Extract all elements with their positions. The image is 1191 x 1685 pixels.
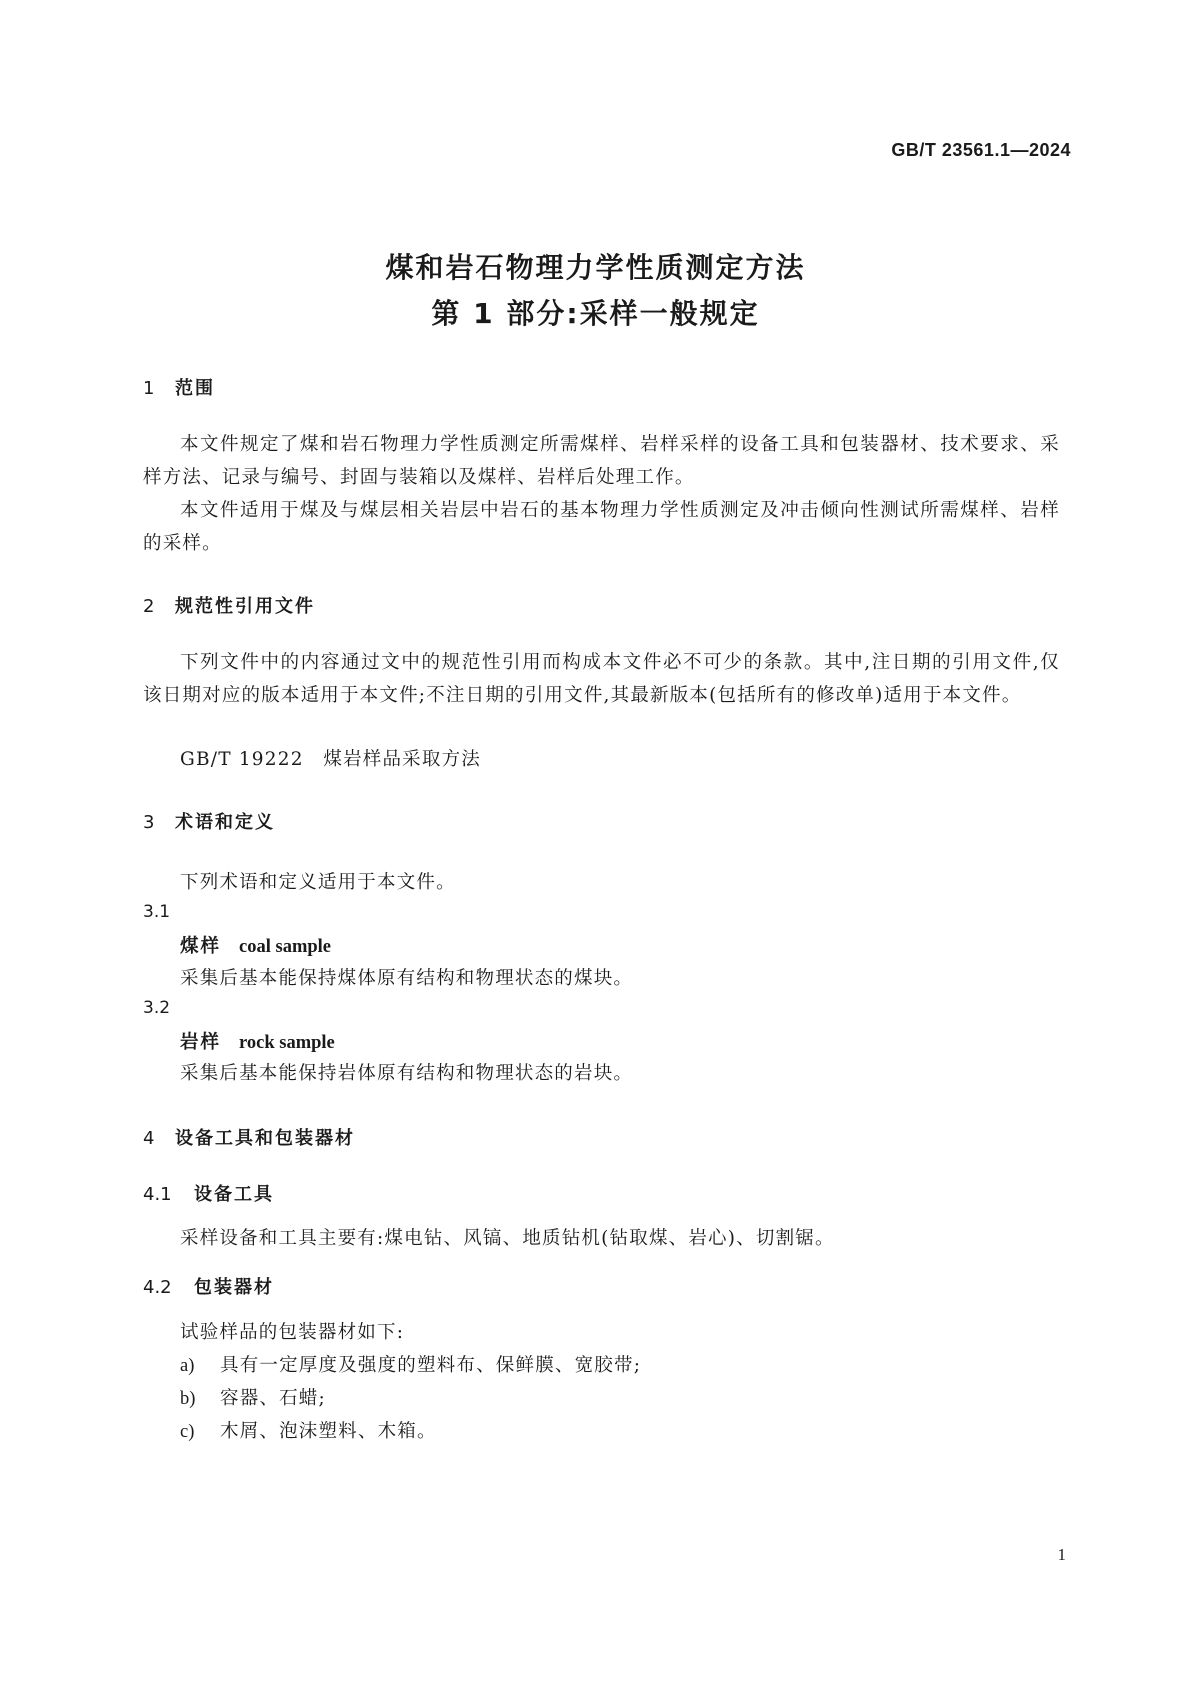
subsection-title: 设备工具 (194, 1184, 274, 1205)
list-text: 容器、石蜡; (220, 1388, 326, 1409)
term-number: 3.1 (143, 902, 171, 922)
scope-paragraph-1: 本文件规定了煤和岩石物理力学性质测定所需煤样、岩样采样的设备工具和包装器材、技术要求、采样方法、记录与编号、封固与装箱以及煤样、岩样后处理工作。 (143, 434, 1060, 488)
subsection-title: 包装器材 (194, 1277, 274, 1298)
term-definition: 采集后基本能保持煤体原有结构和物理状态的煤块。 (180, 968, 634, 989)
list-text: 木屑、泡沫塑料、木箱。 (220, 1421, 437, 1442)
term-number: 3.2 (143, 998, 171, 1018)
section-title: 规范性引用文件 (175, 596, 315, 617)
section-number: 3 (143, 812, 155, 833)
term-title (180, 1028, 335, 1054)
section-heading-scope (143, 374, 215, 400)
term-title (180, 932, 331, 958)
list-item (180, 1384, 326, 1410)
term-zh: 煤样 (180, 936, 222, 957)
references-paragraph: 下列文件中的内容通过文中的规范性引用而构成本文件必不可少的条款。其中,注日期的引用文件,仅该日期对应的版本适用于本文件;不注日期的引用文件,其最新版本(包括所有的修改单)适用于本文件。 (143, 652, 1060, 706)
list-marker: a) (180, 1356, 195, 1376)
section-heading-normative-references (143, 592, 315, 618)
section-heading-terms (143, 808, 275, 834)
document-title-line2: 第 1 部分:采样一般规定 (431, 297, 760, 330)
terms-intro: 下列术语和定义适用于本文件。 (180, 872, 456, 893)
standard-number: GB/T 23561.1—2024 (891, 140, 1071, 160)
section-title: 术语和定义 (175, 812, 275, 833)
document-title-line1: 煤和岩石物理力学性质测定方法 (385, 251, 806, 284)
section-number: 2 (143, 596, 155, 617)
subsection-heading-equipment-tools (143, 1180, 274, 1206)
subsection-number: 4.2 (143, 1277, 172, 1298)
list-item (180, 1417, 437, 1443)
section-number: 4 (143, 1128, 155, 1149)
scope-paragraph-2: 本文件适用于煤及与煤层相关岩层中岩石的基本物理力学性质测定及冲击倾向性测试所需煤样、岩样的采样。 (143, 500, 1060, 554)
section-title: 范围 (175, 378, 215, 399)
term-en: rock sample (239, 1033, 335, 1053)
term-zh: 岩样 (180, 1032, 222, 1053)
list-marker: b) (180, 1389, 196, 1409)
list-marker: c) (180, 1422, 195, 1442)
page-number: 1 (1057, 1545, 1066, 1564)
section-title: 设备工具和包装器材 (175, 1128, 355, 1149)
section-heading-equipment (143, 1124, 355, 1150)
subsection-heading-packaging (143, 1273, 274, 1299)
equipment-text: 采样设备和工具主要有:煤电钻、风镐、地质钻机(钻取煤、岩心)、切割锯。 (180, 1228, 835, 1249)
list-text: 具有一定厚度及强度的塑料布、保鲜膜、宽胶带; (220, 1355, 642, 1376)
list-item (180, 1351, 641, 1377)
subsection-number: 4.1 (143, 1184, 172, 1205)
reference-entry: GB/T 19222 煤岩样品采取方法 (180, 749, 481, 770)
term-definition: 采集后基本能保持岩体原有结构和物理状态的岩块。 (180, 1063, 634, 1084)
term-en: coal sample (239, 937, 331, 957)
section-number: 1 (143, 378, 155, 399)
packaging-intro: 试验样品的包装器材如下: (180, 1322, 405, 1343)
